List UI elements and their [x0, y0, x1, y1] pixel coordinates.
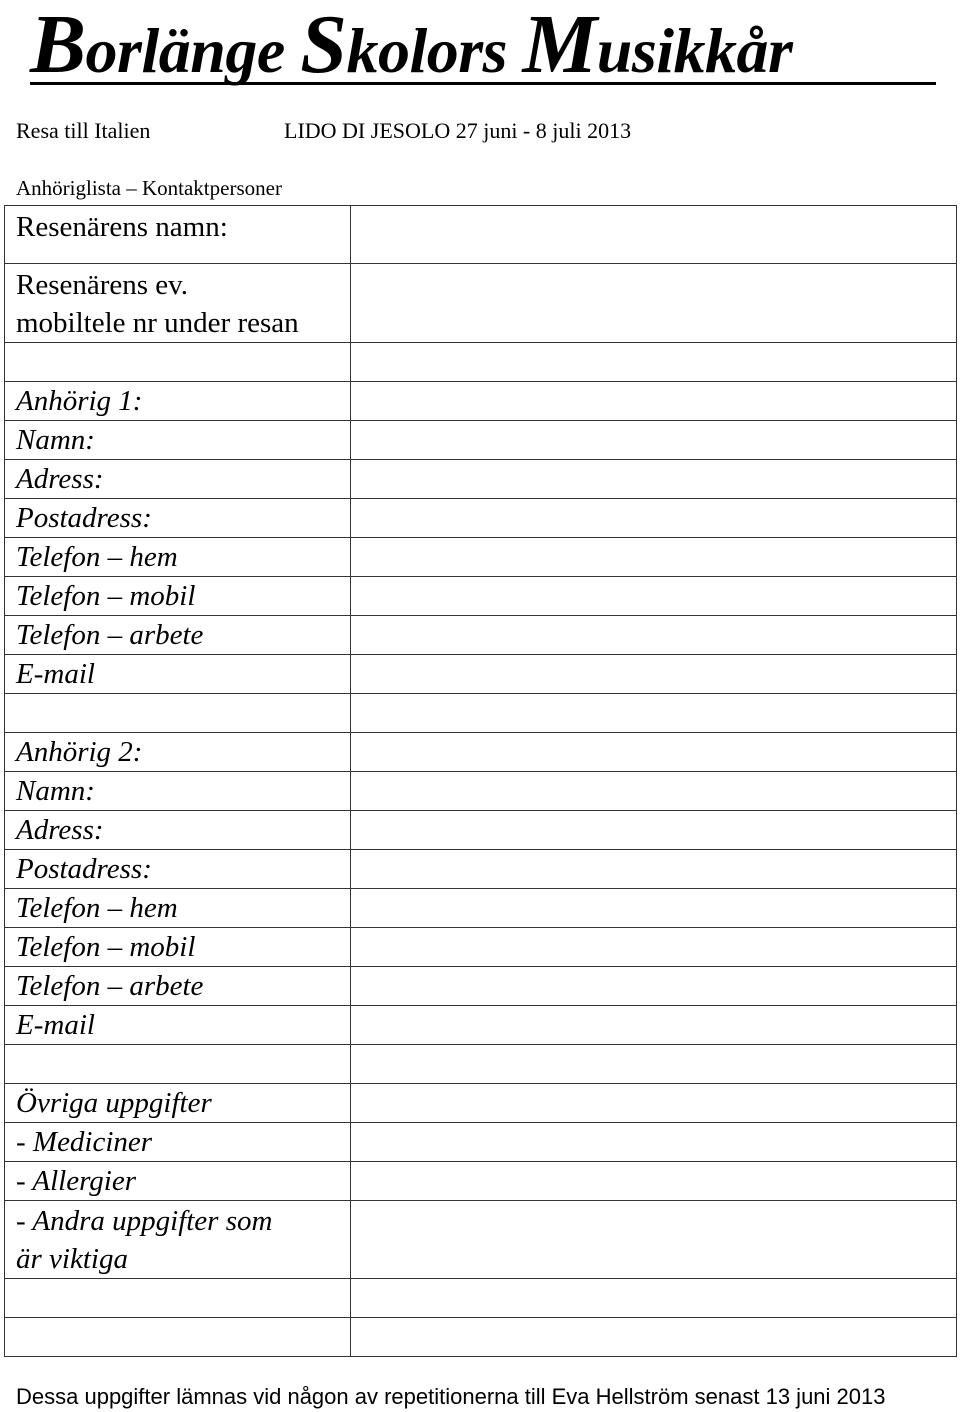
relative2-heading: Anhörig 2: [5, 733, 351, 772]
relative2-phone-work-field[interactable] [351, 967, 957, 1006]
trip-destination: LIDO DI JESOLO 27 juni - 8 juli 2013 [284, 118, 632, 143]
blank-label [5, 694, 351, 733]
traveler-name-label: Resenärens namn: [5, 206, 351, 264]
relative1-address-field[interactable] [351, 460, 957, 499]
blank-label [5, 1045, 351, 1084]
allergies-label: - Allergier [5, 1162, 351, 1201]
relative2-postal-field[interactable] [351, 850, 957, 889]
page-title: Borlänge Skolors Musikkår [30, 0, 936, 85]
blank-field[interactable] [351, 694, 957, 733]
relative2-phone-mobile-field[interactable] [351, 928, 957, 967]
medicines-label: - Mediciner [5, 1123, 351, 1162]
relative1-phone-home-field[interactable] [351, 538, 957, 577]
relative1-name-field[interactable] [351, 421, 957, 460]
other-heading: Övriga uppgifter [5, 1084, 351, 1123]
relative2-email-field[interactable] [351, 1006, 957, 1045]
relative1-postal-field[interactable] [351, 499, 957, 538]
blank-field[interactable] [351, 1318, 957, 1357]
relative2-phone-home-field[interactable] [351, 889, 957, 928]
trip-line [16, 118, 632, 144]
blank-field[interactable] [351, 343, 957, 382]
relative2-address-label: Adress: [5, 811, 351, 850]
relative1-email-field[interactable] [351, 655, 957, 694]
other-info-label: - Andra uppgifter som är viktiga [5, 1201, 351, 1279]
relative1-phone-mobile-label: Telefon – mobil [5, 577, 351, 616]
blank-label [5, 1318, 351, 1357]
relative2-phone-work-label: Telefon – arbete [5, 967, 351, 1006]
relative2-phone-mobile-label: Telefon – mobil [5, 928, 351, 967]
other-heading-field[interactable] [351, 1084, 957, 1123]
relative1-heading-field[interactable] [351, 382, 957, 421]
relative1-phone-work-field[interactable] [351, 616, 957, 655]
trip-label: Resa till Italien [16, 118, 151, 143]
other-info-field[interactable] [351, 1201, 957, 1279]
relative2-address-field[interactable] [351, 811, 957, 850]
blank-field[interactable] [351, 1279, 957, 1318]
relative1-email-label: E-mail [5, 655, 351, 694]
traveler-mobile-label: Resenärens ev. mobiltele nr under resan [5, 264, 351, 343]
relative2-phone-home-label: Telefon – hem [5, 889, 351, 928]
relative2-heading-field[interactable] [351, 733, 957, 772]
relative2-email-label: E-mail [5, 1006, 351, 1045]
blank-field[interactable] [351, 1045, 957, 1084]
blank-label [5, 1279, 351, 1318]
relative2-postal-label: Postadress: [5, 850, 351, 889]
relative1-phone-home-label: Telefon – hem [5, 538, 351, 577]
blank-label [5, 343, 351, 382]
traveler-name-field[interactable] [351, 206, 957, 264]
relative2-name-label: Namn: [5, 772, 351, 811]
relative1-phone-mobile-field[interactable] [351, 577, 957, 616]
relative1-name-label: Namn: [5, 421, 351, 460]
footer-note: Dessa uppgifter lämnas vid någon av repetitionerna till Eva Hellström senast 13 juni 2013 [16, 1384, 886, 1409]
traveler-mobile-field[interactable] [351, 264, 957, 343]
contact-form [4, 205, 957, 1357]
relative1-address-label: Adress: [5, 460, 351, 499]
allergies-field[interactable] [351, 1162, 957, 1201]
relative1-phone-work-label: Telefon – arbete [5, 616, 351, 655]
relative2-name-field[interactable] [351, 772, 957, 811]
relative1-heading: Anhörig 1: [5, 382, 351, 421]
medicines-field[interactable] [351, 1123, 957, 1162]
relative1-postal-label: Postadress: [5, 499, 351, 538]
subtitle: Anhöriglista – Kontaktpersoner [16, 176, 282, 200]
